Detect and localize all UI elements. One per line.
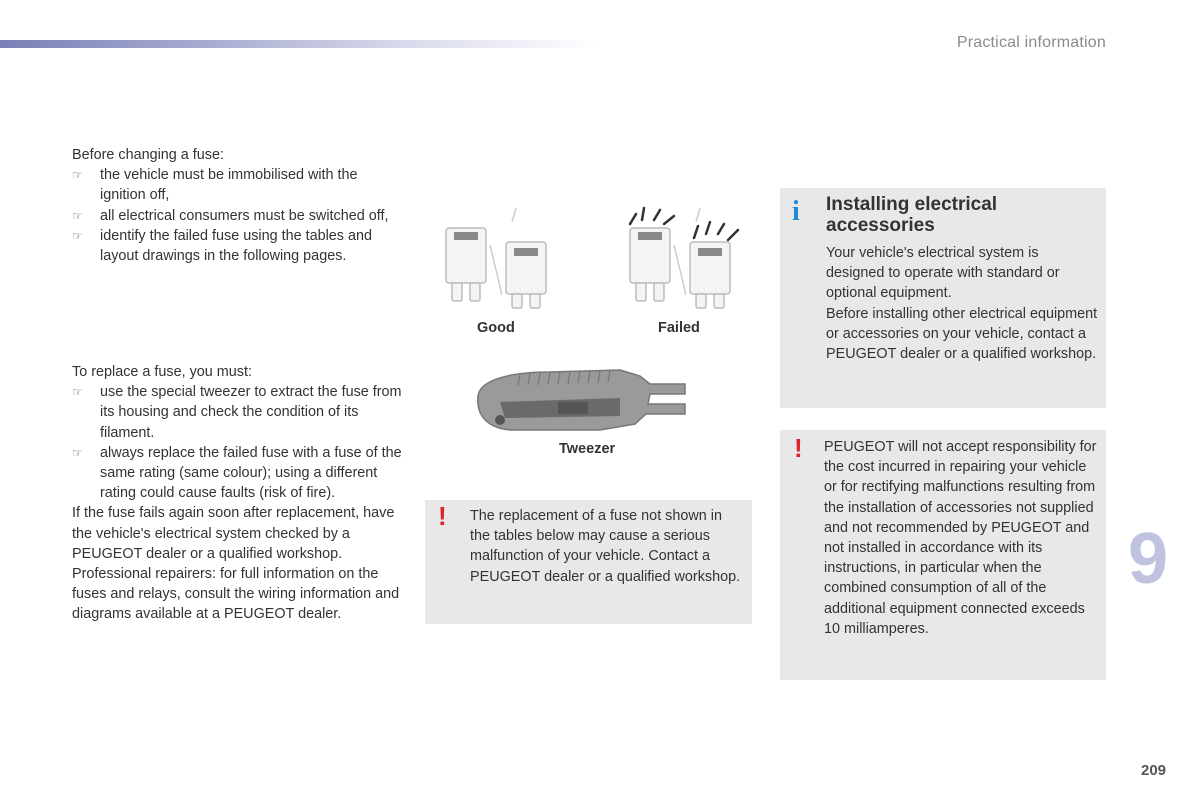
tweezer-illustration xyxy=(470,360,730,440)
replace-intro: To replace a fuse, you must: xyxy=(72,364,252,380)
section-title: Practical information xyxy=(956,34,1106,51)
pointing-hand-icon: ☞ xyxy=(72,208,83,223)
info-body-paragraph: Your vehicle's electrical system is designed to operate with standard or optional equipment. xyxy=(826,245,1060,302)
list-item: ☞ identify the failed fuse using the tables and layout drawings in the following pages. xyxy=(72,227,373,265)
info-title: Installing electrical accessories xyxy=(826,194,998,236)
good-fuse-label: Good xyxy=(477,320,515,336)
header-gradient-bar xyxy=(0,40,600,48)
info-icon: i xyxy=(792,196,800,227)
pointing-hand-icon: ☞ xyxy=(72,228,83,243)
electrical-accessories-info xyxy=(780,188,1106,408)
warning-text: PEUGEOT will not accept responsibility for the cost incurred in repairing your vehicle or for rectifying malfunctions resulting from the installation of accessories not supplied and not recommended by PEUGEOT and not installed in accordance with its instructions, in particular when the combined consumption of all of the additional equipment connected exceeds 10 milliamperes. xyxy=(824,439,1097,637)
after-paragraph-1: If the fuse fails again soon after replacement, have the vehicle's electrical system checked by a PEUGEOT dealer or a qualified workshop. xyxy=(72,505,395,562)
failed-fuse-label: Failed xyxy=(658,320,700,336)
chapter-number: 9 xyxy=(1128,519,1169,599)
before-list xyxy=(72,165,402,266)
list-item: ☞ all electrical consumers must be switched off, xyxy=(72,206,402,226)
pointing-hand-icon: ☞ xyxy=(72,168,83,183)
list-item: ☞ always replace the failed fuse with a fuse of the same rating (same colour); using a different rating could cause faults (risk of fire). xyxy=(72,444,402,502)
warning-exclamation-icon: ! xyxy=(438,501,447,531)
pointing-hand-icon: ☞ xyxy=(72,445,83,460)
warning-text: The replacement of a fuse not shown in the tables below may cause a serious malfunction of your vehicle. Contact a PEUGEOT dealer or a qualified workshop. xyxy=(470,508,741,585)
warning-exclamation-icon: ! xyxy=(794,433,803,463)
info-body-paragraph: Before installing other electrical equipment or accessories on your vehicle, contact a PEUGEOT dealer or a qualified workshop. xyxy=(826,305,1098,363)
after-paragraph-2: Professional repairers: for full information on the fuses and relays, consult the wiring information and diagrams available at a PEUGEOT dealer. xyxy=(72,566,400,623)
pointing-hand-icon: ☞ xyxy=(72,385,83,400)
accessories-warning xyxy=(780,430,1106,680)
info-body xyxy=(826,243,1098,364)
list-item: ☞ the vehicle must be immobilised with the ignition off, xyxy=(72,167,358,204)
before-changing-section xyxy=(72,145,402,266)
replace-list xyxy=(72,382,402,503)
page-number: 209 xyxy=(1141,762,1167,779)
fuse-illustration xyxy=(432,200,752,310)
fuse-replacement-warning xyxy=(425,500,752,624)
replace-fuse-section xyxy=(72,362,402,625)
before-intro: Before changing a fuse: xyxy=(72,147,225,163)
tweezer-label: Tweezer xyxy=(559,441,616,457)
list-item: ☞ use the special tweezer to extract the fuse from its housing and check the condition of its filament. xyxy=(72,384,402,441)
